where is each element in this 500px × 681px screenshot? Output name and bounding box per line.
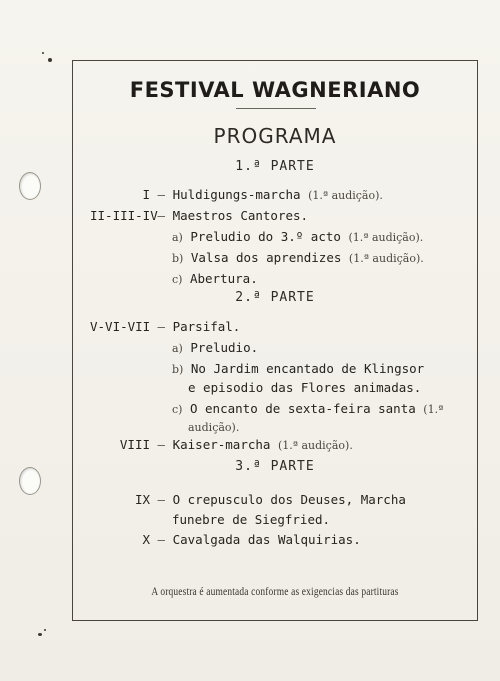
sub-text: Valsa dos aprendizes (190, 250, 342, 265)
sub-note-continuation: audição). (188, 421, 240, 434)
festival-title: FESTIVAL WAGNERIANO (129, 78, 421, 102)
part-heading: 2.ª PARTE (235, 290, 315, 305)
sub-item (172, 361, 424, 376)
ink-speck (42, 52, 44, 54)
sub-text-continuation: e episodio das Flores animadas. (188, 380, 422, 395)
sub-note: (1.ª audição). (348, 231, 424, 244)
sub-letter: c) (172, 273, 183, 286)
part-heading: 3.ª PARTE (235, 459, 315, 474)
item-number: II-III-IV (90, 208, 158, 223)
item-number: X (142, 532, 150, 547)
item-number: IX (134, 492, 150, 507)
sub-letter: a) (172, 231, 183, 244)
item-title: Kaiser-marcha (172, 437, 271, 452)
item-number: VIII (119, 437, 150, 452)
item-note: (1.ª audição). (308, 189, 383, 202)
program-item (90, 208, 308, 223)
dash: — (157, 437, 173, 452)
item-title: Maestros Cantores. (172, 208, 309, 223)
dash: — (157, 492, 173, 507)
item-title: Parsifal. (172, 319, 241, 334)
sub-text: O encanto de sexta-feira santa (189, 401, 416, 416)
sub-letter: c) (172, 403, 183, 416)
sub-text: Preludio do 3.º acto (190, 229, 341, 244)
item-note: (1.ª audição). (277, 439, 353, 452)
item-number: V-VI-VII (90, 319, 151, 334)
program-item (90, 319, 240, 334)
dash: — (157, 319, 166, 334)
dash: — (157, 208, 173, 223)
sub-item (172, 401, 443, 416)
item-number: I (142, 187, 150, 202)
footnote: A orquestra é aumentada conforme as exigencias das partituras (151, 586, 399, 598)
item-title-continuation: funebre de Siegfried. (172, 512, 331, 527)
program-item (90, 437, 353, 452)
sub-item-continuation (188, 380, 421, 395)
sub-item-continuation (188, 419, 239, 434)
dash: — (157, 187, 173, 202)
title-rule (236, 108, 316, 109)
item-title: Cavalgada das Walquirias. (172, 532, 361, 547)
part-heading: 1.ª PARTE (235, 159, 315, 174)
ink-speck (44, 629, 46, 631)
sub-letter: a) (172, 342, 183, 355)
punch-hole (19, 467, 41, 495)
item-continuation (172, 512, 330, 527)
program-item (90, 492, 406, 507)
sub-text: Abertura. (189, 271, 258, 286)
item-title: Huldigungs-marcha (172, 187, 301, 202)
item-title: O crepusculo dos Deuses, Marcha (172, 492, 406, 507)
sub-item (172, 250, 424, 265)
sub-item (172, 229, 423, 244)
program-item (90, 532, 361, 547)
program-item (90, 187, 383, 202)
ink-speck (48, 58, 52, 62)
dash: — (157, 532, 173, 547)
sub-text: No Jardim encantado de Klingsor (190, 361, 425, 376)
sub-note: (1.ª audição). (348, 252, 424, 265)
punch-hole (19, 172, 41, 200)
sub-text: Preludio. (190, 340, 259, 355)
sub-letter: b) (172, 252, 184, 265)
sub-item (172, 340, 258, 355)
programa-heading: PROGRAMA (213, 124, 337, 148)
sub-letter: b) (172, 363, 184, 376)
sub-note: (1.ª (423, 403, 444, 416)
sub-item (172, 271, 258, 286)
ink-speck (38, 633, 42, 636)
